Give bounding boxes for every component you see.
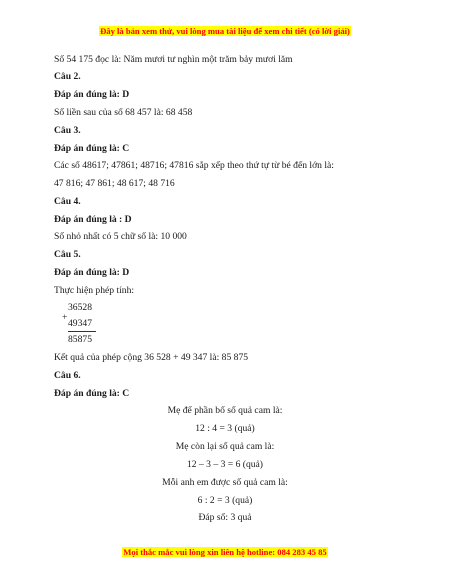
- solution-line: Mẹ để phần bố số quả cam là:: [167, 405, 283, 416]
- answer-key: Đáp án đúng là: C: [54, 388, 130, 399]
- hotline-banner: [0, 547, 450, 557]
- explanation-line: Thực hiện phép tính:: [54, 285, 135, 296]
- sum-rule: [68, 331, 96, 332]
- addend-2: 49347: [68, 318, 92, 329]
- answer-key: Đáp án đúng là: D: [54, 89, 130, 100]
- preview-notice-banner: [0, 26, 450, 36]
- solution-line: 12 : 4 = 3 (quả): [195, 423, 255, 434]
- sum-result: 85875: [68, 334, 92, 345]
- explanation-line: Số nhỏ nhất có 5 chữ số là: 10 000: [54, 231, 187, 242]
- plus-sign: +: [62, 312, 68, 323]
- solution-line: 6 : 2 = 3 (quả): [197, 495, 253, 506]
- answer-key: Đáp án đúng là: D: [54, 267, 130, 278]
- question-heading: Câu 5.: [54, 249, 81, 260]
- explanation-line: Kết quả của phép cộng 36 528 + 49 347 là: 85 875: [54, 352, 249, 363]
- solution-line: Mỗi anh em được số quả cam là:: [162, 477, 288, 488]
- question-heading: Câu 6.: [54, 370, 81, 381]
- question-heading: Câu 4.: [54, 196, 81, 207]
- question-heading: Câu 2.: [54, 71, 81, 82]
- addend-1: 36528: [68, 302, 92, 313]
- answer-key: Đáp án đúng là: C: [54, 143, 130, 154]
- explanation-line: 47 816; 47 861; 48 617; 48 716: [54, 178, 175, 189]
- answer-key: Đáp án đúng là : D: [54, 214, 132, 225]
- answer-line: Số 54 175 đọc là: Năm mươi tư nghìn một trăm bảy mươi lăm: [54, 54, 293, 65]
- explanation-line: Các số 48617; 47861; 48716; 47816 sắp xếp theo thứ tự từ bé đến lớn là:: [54, 160, 334, 171]
- solution-line: Đáp số: 3 quả: [198, 512, 252, 523]
- solution-line: Mẹ còn lại số quả cam là:: [175, 441, 275, 452]
- hotline-text: Mọi thắc mắc vui lòng xin liên hệ hotline: 084 283 45 85: [123, 547, 327, 557]
- preview-notice-text: Đây là bản xem thử, vui lòng mua tài liệu để xem chi tiết (có lời giải): [100, 26, 350, 36]
- question-heading: Câu 3.: [54, 125, 81, 136]
- solution-line: 12 – 3 – 3 = 6 (quả): [186, 459, 264, 470]
- explanation-line: Số liền sau của số 68 457 là: 68 458: [54, 107, 193, 118]
